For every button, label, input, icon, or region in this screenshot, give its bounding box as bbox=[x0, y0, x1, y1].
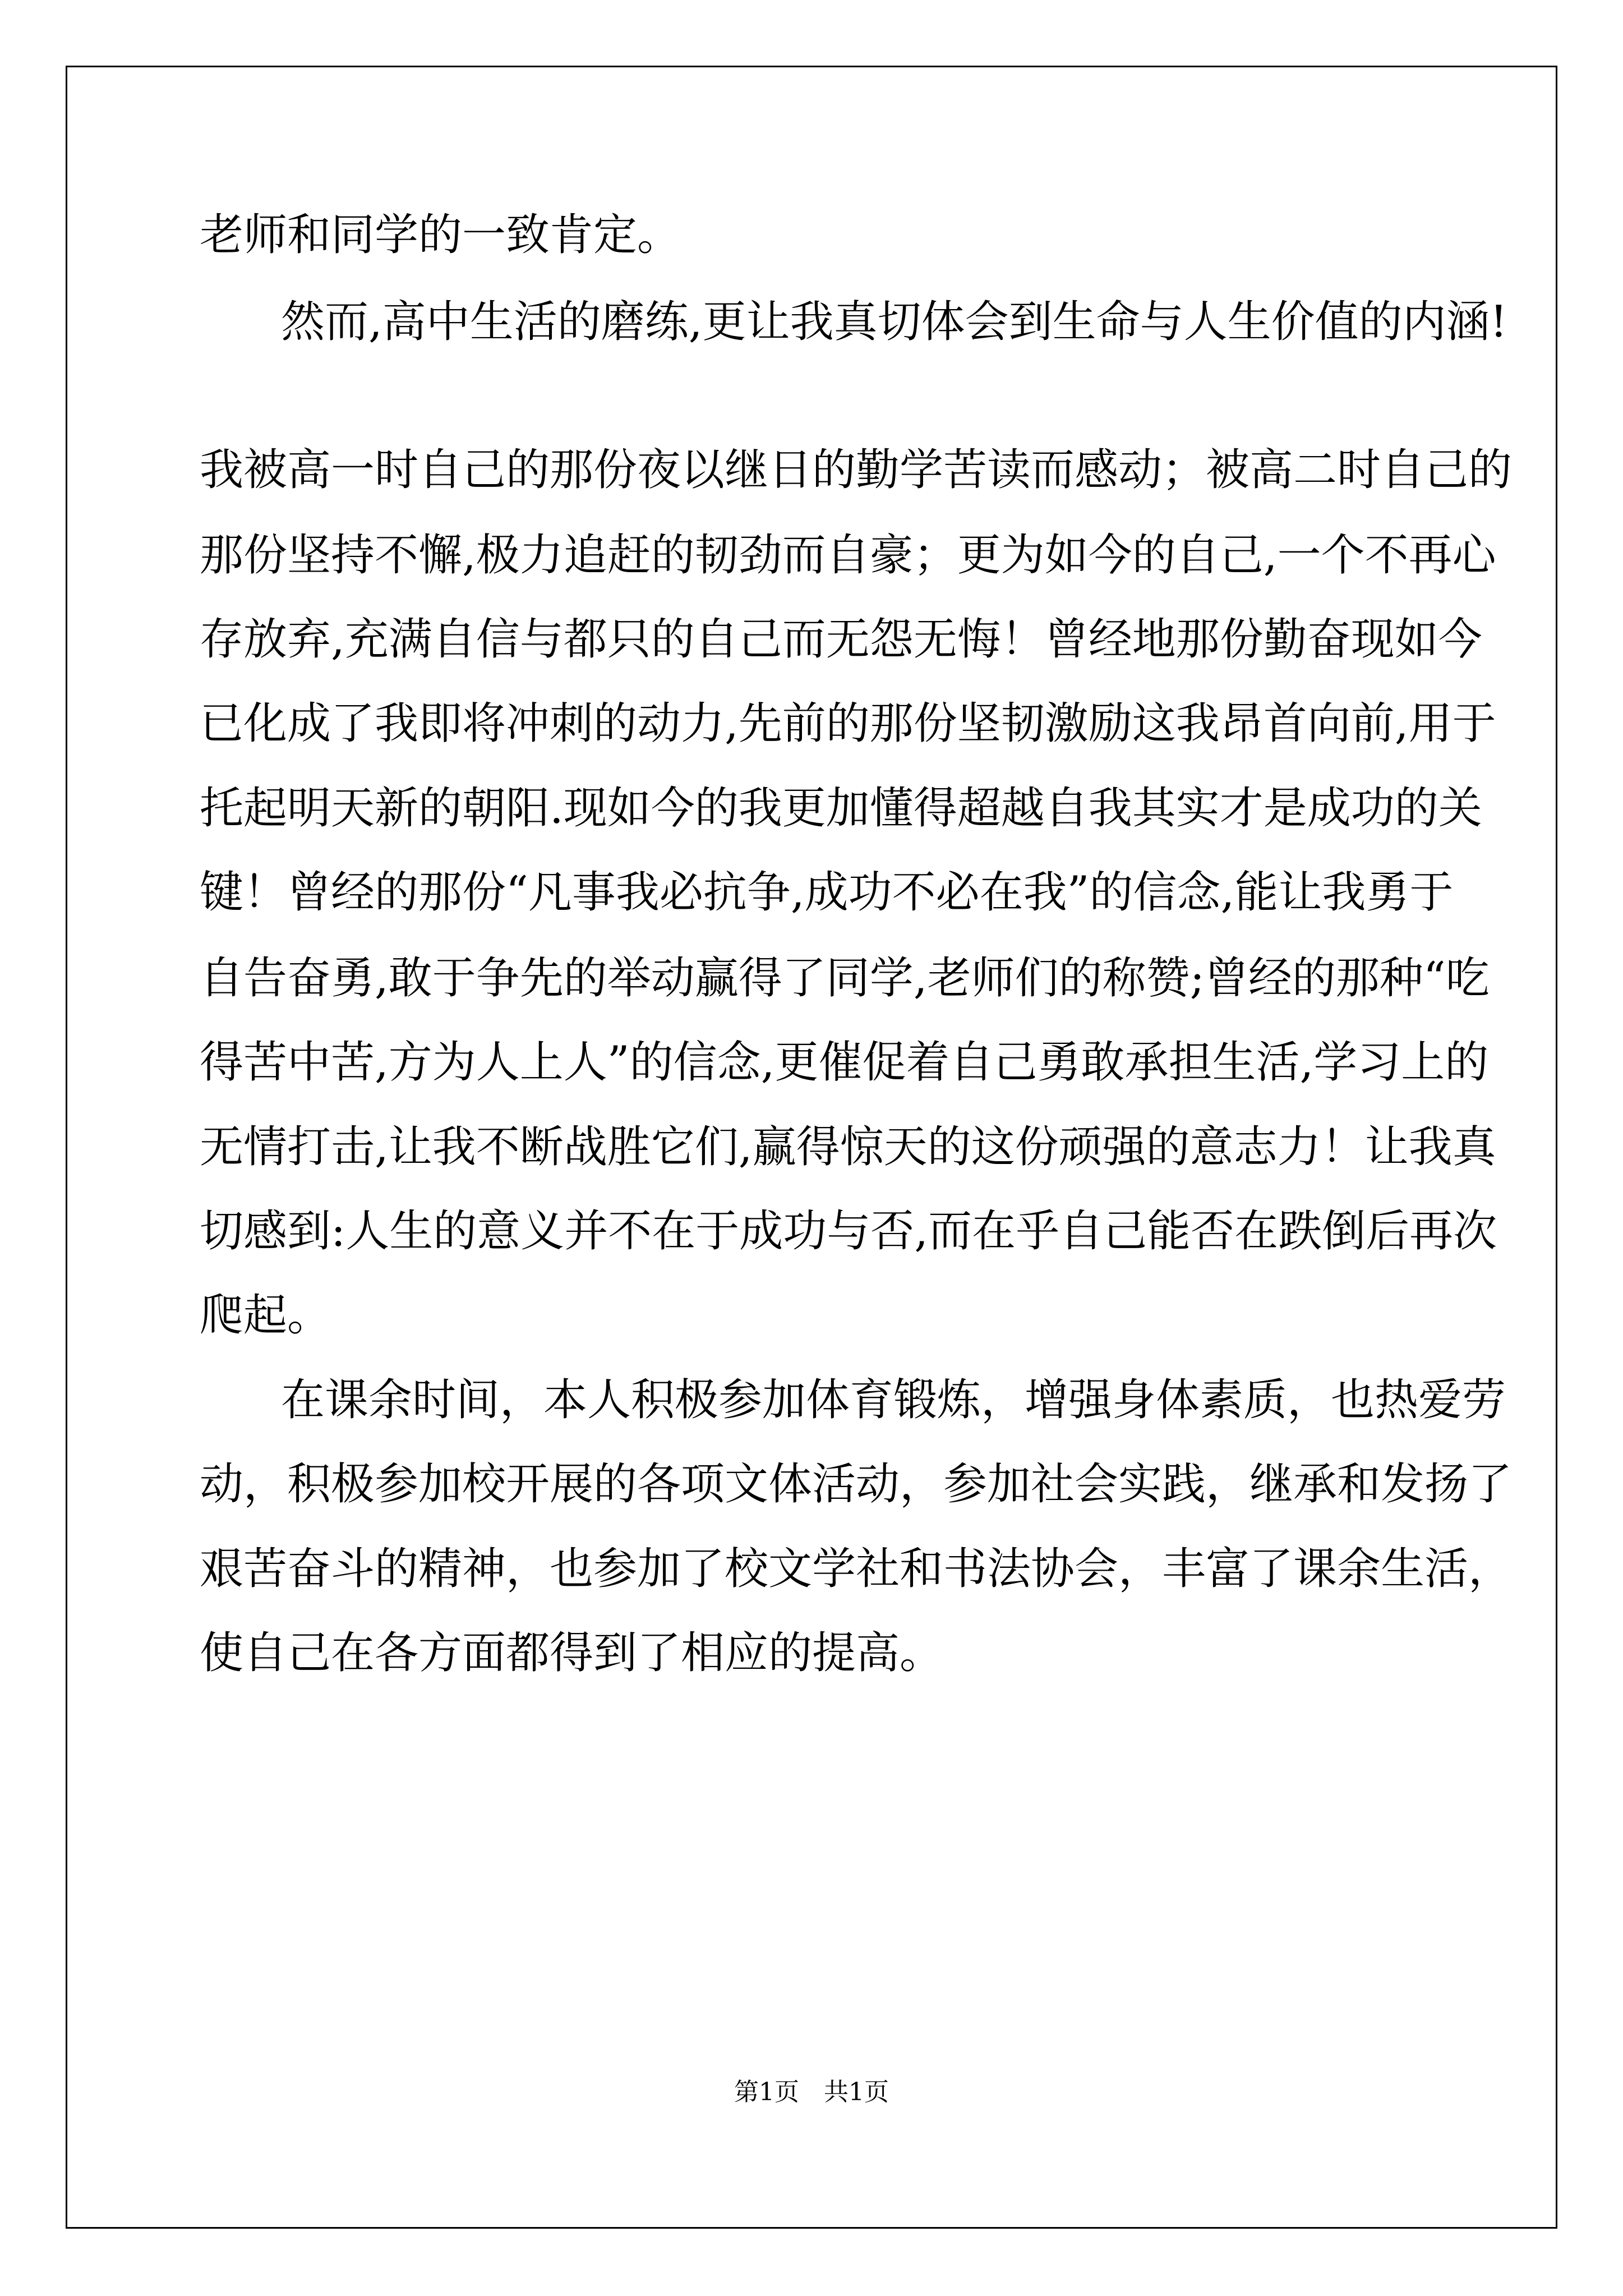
text-line: 艰苦奋斗的精神，也参加了校文学社和书法协会，丰富了课余生活， bbox=[200, 1544, 1513, 1594]
text-line: 然而,高中生活的磨练,更让我真切体会到生命与人生价值的内涵! bbox=[281, 297, 1507, 347]
text-line: 托起明天新的朝阳.现如今的我更加懂得超越自我其实才是成功的关 bbox=[200, 783, 1482, 834]
text-line: 老师和同学的一致肯定。 bbox=[200, 210, 681, 260]
text-line: 已化成了我即将冲刺的动力,先前的那份坚韧激励这我昂首向前,用于 bbox=[200, 698, 1496, 749]
page-footer: 第1页 共1页 bbox=[734, 2078, 889, 2106]
text-line: 存放弃,充满自信与都只的自己而无怨无悔！曾经地那份勤奋现如今 bbox=[200, 614, 1482, 665]
text-line: 得苦中苦,方为人上人”的信念,更催促着自己勇敢承担生活,学习上的 bbox=[200, 1037, 1489, 1088]
text-line: 无情打击,让我不断战胜它们,赢得惊天的这份顽强的意志力！让我真 bbox=[200, 1122, 1496, 1172]
text-line: 爬起。 bbox=[200, 1290, 331, 1341]
text-line: 键！曾经的那份“凡事我必抗争,成功不必在我”的信念,能让我勇于 bbox=[200, 867, 1454, 918]
text-line: 切感到:人生的意义并不在于成功与否,而在乎自己能否在跌倒后再次 bbox=[200, 1206, 1497, 1257]
text-line: 使自己在各方面都得到了相应的提高。 bbox=[200, 1628, 944, 1678]
text-line: 自告奋勇,敢于争先的举动赢得了同学,老师们的称赞;曾经的那种“吃 bbox=[200, 953, 1490, 1004]
text-line: 动，积极参加校开展的各项文体活动，参加社会实践，继承和发扬了 bbox=[200, 1459, 1513, 1510]
text-line: 那份坚持不懈,极力追赶的韧劲而自豪；更为如今的自己,一个不再心 bbox=[200, 530, 1496, 581]
text-line: 我被高一时自己的那份夜以继日的勤学苦读而感动；被高二时自己的 bbox=[200, 445, 1513, 495]
text-line: 在课余时间，本人积极参加体育锻炼，增强身体素质，也热爱劳 bbox=[281, 1375, 1506, 1425]
